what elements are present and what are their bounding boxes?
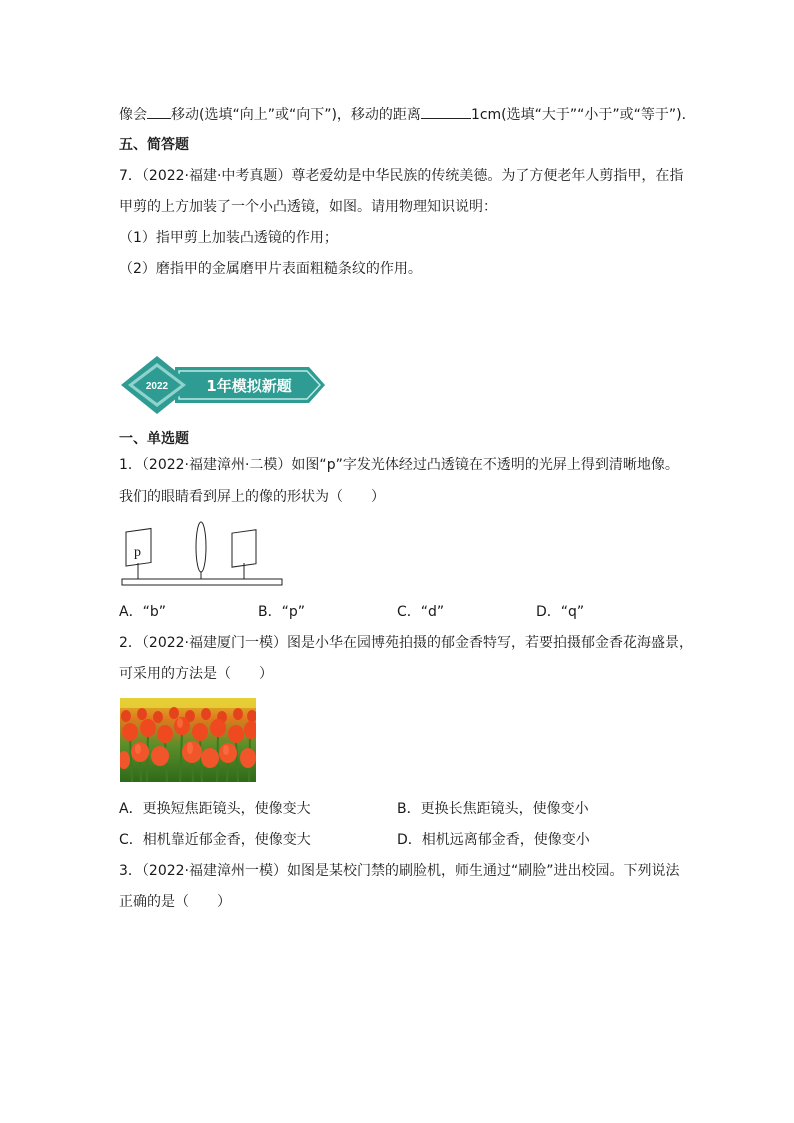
q1-option-d[interactable]: D．“q” (536, 604, 585, 620)
q1-option-c[interactable]: C．“d” (397, 604, 445, 620)
answer-blank[interactable] (421, 104, 471, 119)
question-7-line-2: 甲剪的上方加装了一个小凸透镜，如图。请用物理知识说明： (119, 199, 497, 215)
section-heading-single-choice: 一、单选题 (119, 431, 189, 447)
question-3-line-2: 正确的是（ ） (119, 894, 231, 910)
section-banner (119, 354, 329, 416)
light-screen (232, 530, 256, 567)
q2-option-c[interactable]: C．相机靠近郁金香，使像变大 (119, 832, 311, 848)
q1-option-b[interactable]: B．“p” (258, 604, 305, 620)
question-1-line-2: 我们的眼睛看到屏上的像的形状为（ ） (119, 489, 385, 505)
banner-year: 2022 (145, 381, 169, 392)
optical-bench-figure (119, 520, 287, 590)
q2-option-a[interactable]: A．更换短焦距镜头，使像变大 (119, 801, 311, 817)
question-7-line-1: 7．（2022·福建·中考真题）尊老爱幼是中华民族的传统美德。为了方便老年人剪指甲，在指 (119, 168, 684, 184)
question-1-line-1: 1．（2022·福建漳州·二模）如图“p”字发光体经过凸透镜在不透明的光屏上得到清晰地像。 (119, 457, 679, 473)
banner-graphic (119, 354, 329, 416)
section-heading-short-answer: 五、简答题 (119, 137, 189, 153)
convex-lens (196, 522, 206, 572)
banner-title: 1年模拟新题 (206, 377, 292, 395)
text-segment: 1cm(选填“大于”“小于”或“等于”)． (470, 107, 696, 123)
question-2-line-2: 可采用的方法是（ ） (119, 666, 273, 682)
question-2-line-1: 2．（2022·福建厦门一模）图是小华在园博苑拍摄的郁金香特写，若要拍摄郁金香花海盛景， (119, 635, 693, 651)
tulip-photo (120, 698, 256, 782)
light-source-letter: p (134, 545, 141, 560)
previous-question-tail (119, 104, 696, 125)
question-7-sub-2: （2）磨指甲的金属磨甲片表面粗糙条纹的作用。 (119, 261, 422, 277)
q1-option-a[interactable]: A．“b” (119, 604, 166, 620)
answer-blank[interactable] (147, 104, 171, 119)
question-3-line-1: 3．（2022·福建漳州一模）如图是某校门禁的刷脸机，师生通过“刷脸”进出校园。下列说法 (119, 863, 680, 879)
tulip-field-image (120, 698, 256, 782)
text-segment: 移动(选填“向上”或“向下”)，移动的距离 (171, 107, 421, 123)
question-7-sub-1: （1）指甲剪上加装凸透镜的作用； (119, 230, 338, 246)
optical-bench-rail (122, 579, 282, 585)
optical-bench-diagram (119, 520, 287, 590)
q2-option-b[interactable]: B．更换长焦距镜头，使像变小 (397, 801, 589, 817)
text-segment: 像会 (119, 107, 147, 123)
q2-option-d[interactable]: D．相机远离郁金香，使像变小 (397, 832, 590, 848)
